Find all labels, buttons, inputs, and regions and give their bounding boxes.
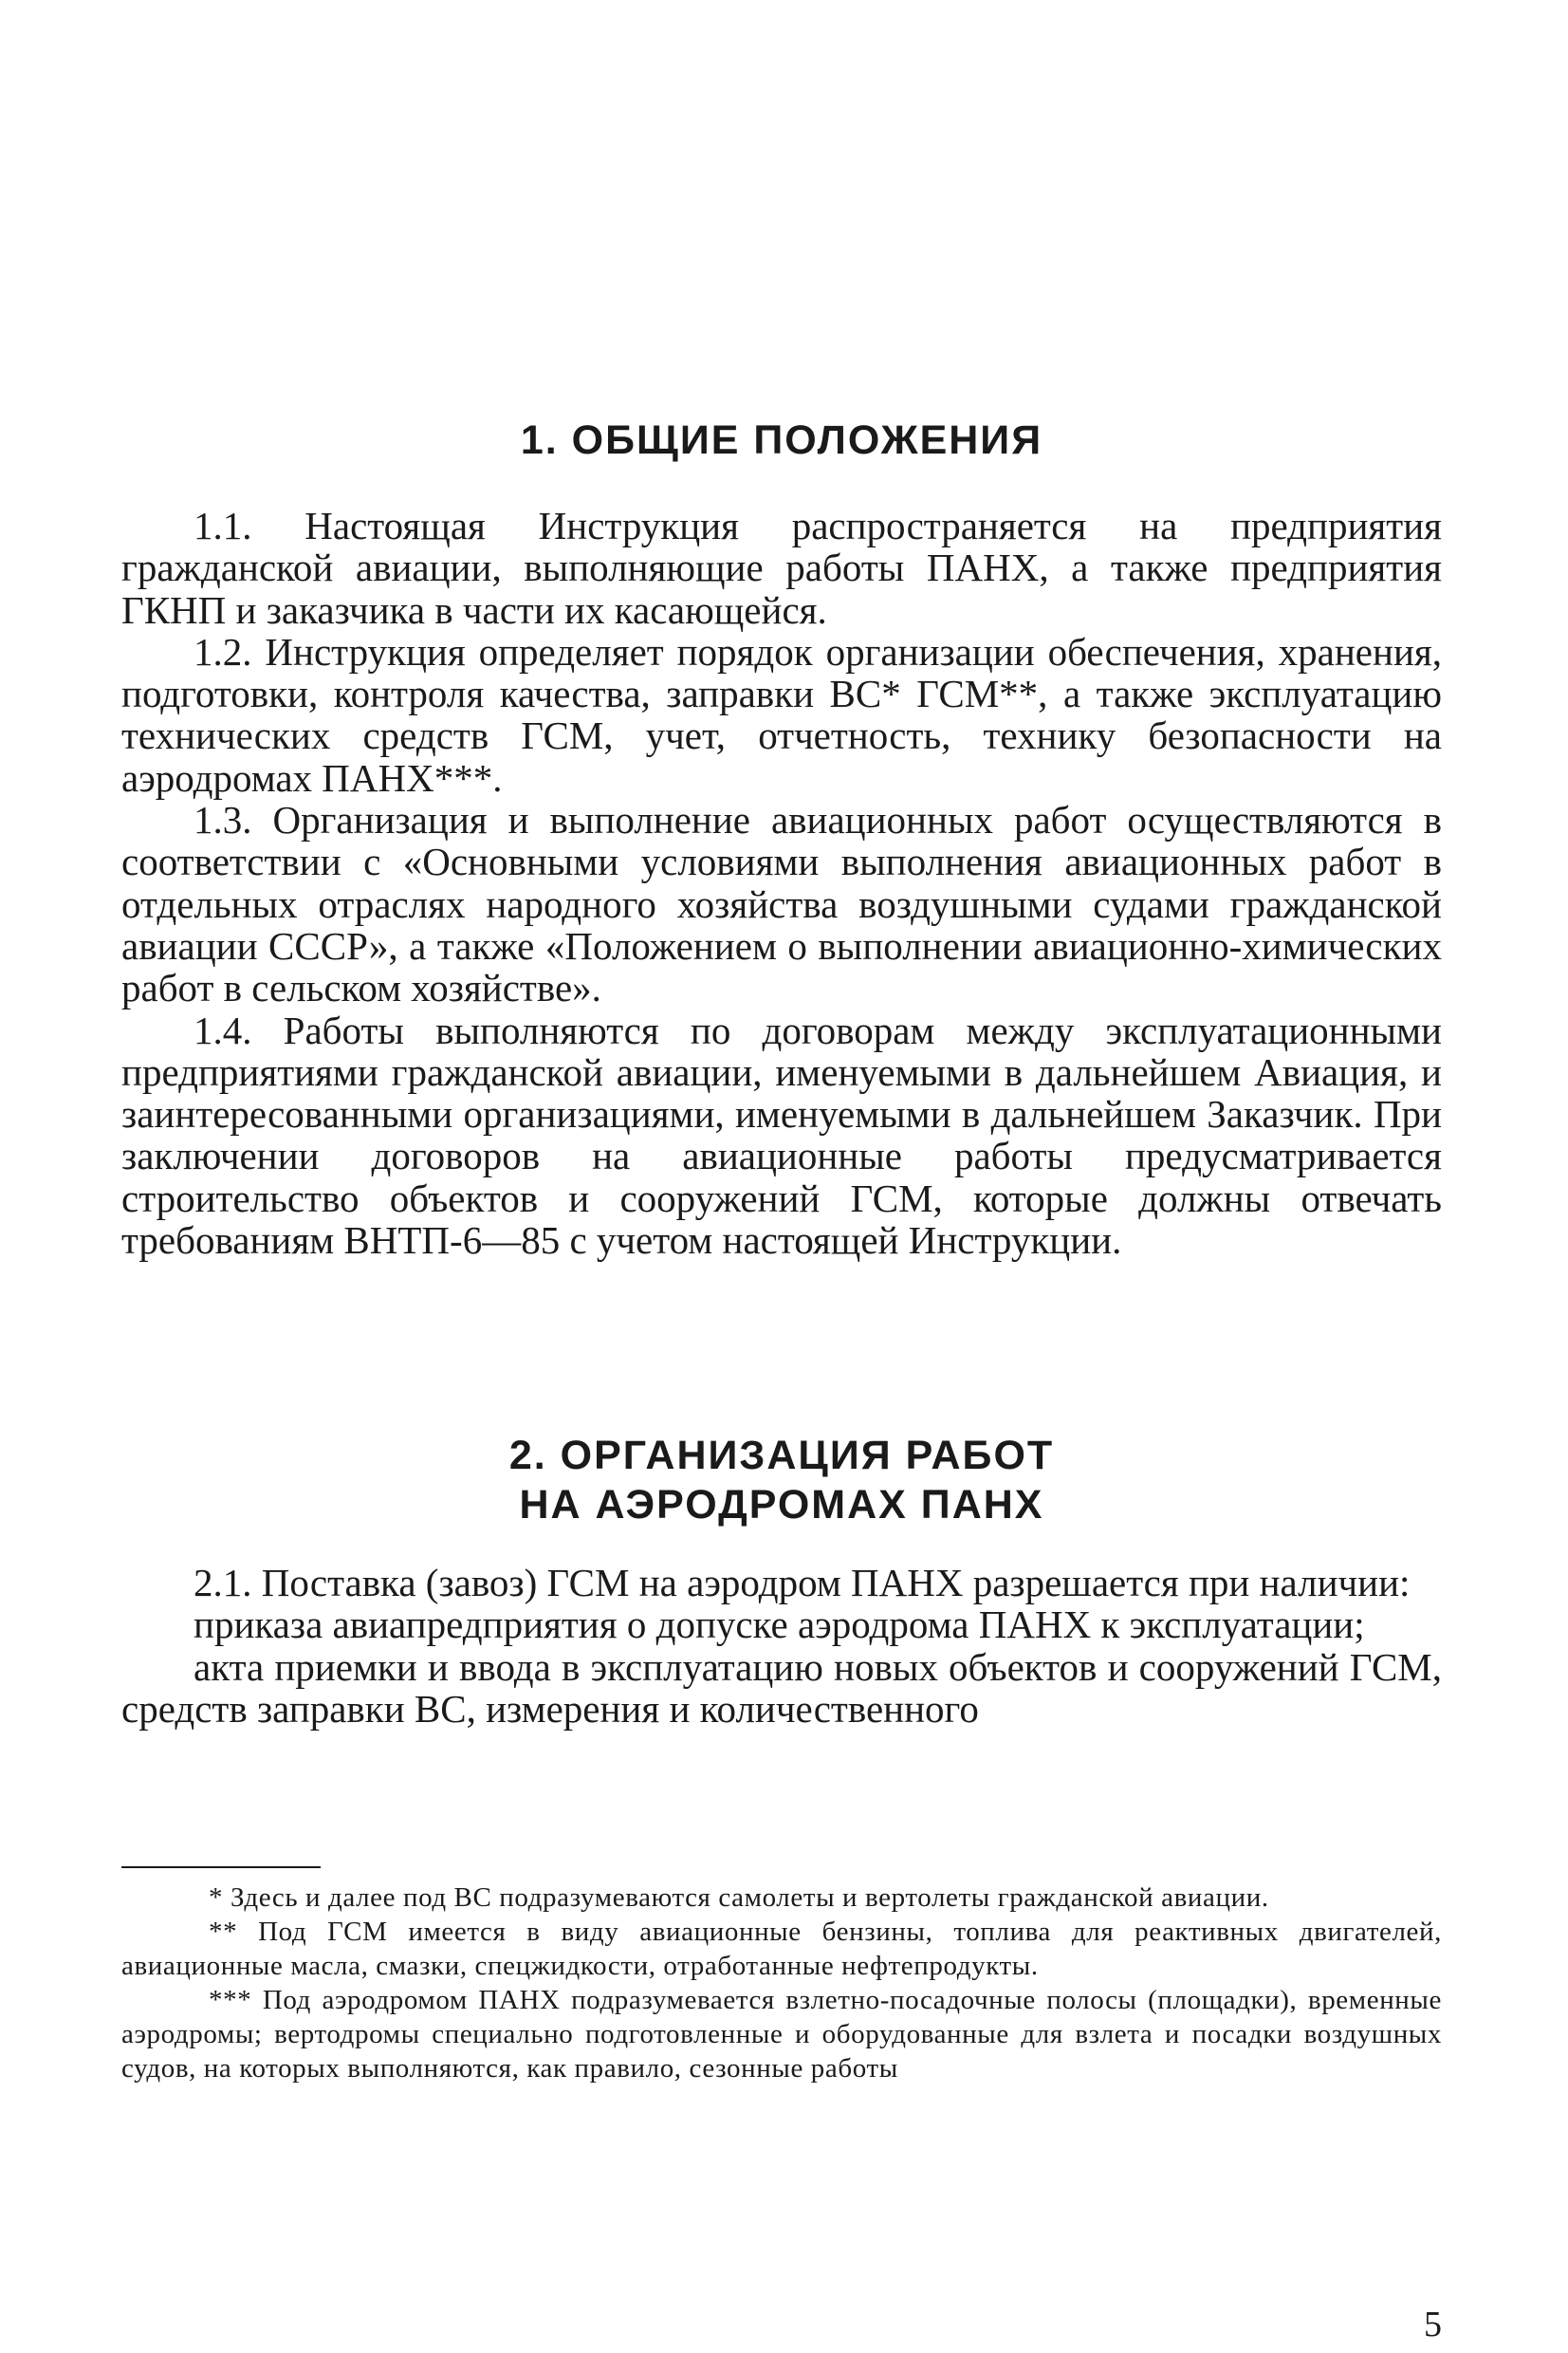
section-2-heading-line-2: НА АЭРОДРОМАХ ПАНХ [519,1482,1044,1528]
document-page [121,0,1442,2353]
footnotes [121,1881,1442,2085]
paragraph-2-1: 2.1. Поставка (завоз) ГСМ на аэродром ПАНХ разрешается при наличии: [194,1561,1411,1604]
section-1-body [121,505,1442,1261]
list-item-act: акта приемки и ввода в эксплуатацию новых объектов и сооружений ГСМ, средств заправки ВС, измерения и количественного [121,1644,1442,1731]
paragraph-1-3: 1.3. Организация и выполнение авиационных работ осуществляются в соответствии с «Основными условиями выполнения авиационных работ в отдельных отраслях народного хозяйства воздушными судами гражданской авиации СССР», а также «Положением о выполнении авиационно-химических работ в сельском хозяйстве». [121,798,1442,1010]
list-item-order: приказа авиапредприятия о допуске аэродрома ПАНХ к эксплуатации; [194,1603,1365,1647]
section-1-heading: 1. ОБЩИЕ ПОЛОЖЕНИЯ [520,417,1043,463]
footnote-divider [121,1866,321,1868]
section-2-heading-line-1: 2. ОРГАНИЗАЦИЯ РАБОТ [508,1433,1055,1478]
section-2-body [121,1562,1442,1730]
footnote-1: * Здесь и далее под ВС подразумеваются самолеты и вертолеты гражданской авиации. [209,1882,1269,1913]
page-number: 5 [1424,2305,1442,2344]
footnote-2: ** Под ГСМ имеется в виду авиационные бензины, топлива для реактивных двигателей, авиационные масла, смазки, спецжидкости, отработанные нефтепродукты. [121,1917,1442,1981]
footnote-3: *** Под аэродромом ПАНХ подразумевается взлетно-посадочные полосы (площадки), временные аэродромы; вертодромы специально подготовленные и оборудованные для взлета и посадки воздушных судов, на которых выполняются, как правило, сезонные работы [121,1985,1442,2084]
paragraph-1-1: 1.1. Настоящая Инструкция распространяется на предприятия гражданской авиации, выполняющие работы ПАНХ, а также предприятия ГКНП и заказчика в части их касающейся. [121,504,1442,632]
paragraph-1-2: 1.2. Инструкция определяет порядок организации обеспечения, хранения, подготовки, контроля качества, заправки ВС* ГСМ**, а также эксплуатацию технических средств ГСМ, учет, отчетность, технику безопасности на аэродромах ПАНХ***. [121,629,1442,800]
section-2-heading [121,1431,1442,1529]
paragraph-1-4: 1.4. Работы выполняются по договорам между эксплуатационными предприятиями гражданской авиации, именуемыми в дальнейшем Авиация, и заинтересованными организациями, именуемыми в дальнейшем Заказчик. При заключении договоров на авиационные работы предусматривается строительство объектов и сооружений ГСМ, которые должны отвечать требованиям ВНТП-6—85 с учетом настоящей Инструкции. [121,1008,1442,1263]
